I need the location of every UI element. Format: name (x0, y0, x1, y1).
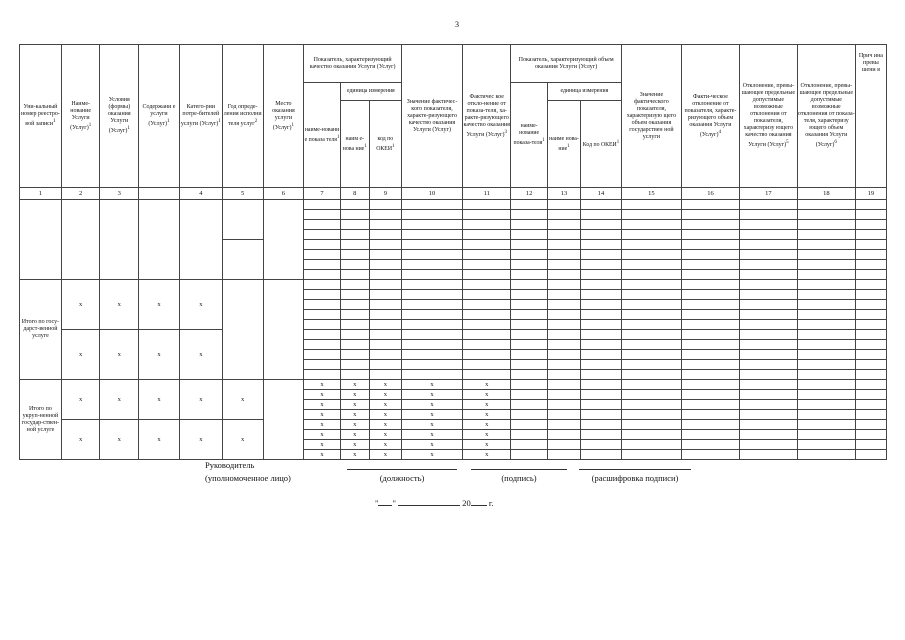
x-mark: x (401, 410, 462, 420)
x-mark: x (100, 380, 139, 420)
sign-line (471, 469, 567, 470)
x-mark: x (463, 380, 511, 390)
header-unique-number: Уни-кальный номер реестро-вой записи$^1$ (20, 45, 62, 188)
header-volume-unit-name: наиме нова-ние$^1$ (547, 101, 580, 188)
column-number: 4 (179, 188, 222, 200)
header-excess-quality-deviation: Отклонение, превы-шающее предельные допустимые возможные отклонения от показателя, характеризу ющего качество оказания Услуги (Услуг)$^5$ (739, 45, 797, 188)
empty-cell (61, 200, 100, 280)
empty-cell (222, 240, 263, 280)
x-mark: x (401, 440, 462, 450)
table-row (20, 280, 887, 290)
decode-label: (расшифровка подписи) (591, 473, 679, 483)
header-quality-unit: единица измерения (340, 83, 401, 101)
x-mark: x (369, 400, 401, 410)
x-mark: x (61, 380, 100, 420)
position-label: (должность) (379, 473, 425, 483)
column-number: 9 (369, 188, 401, 200)
table-row (20, 380, 887, 390)
column-number: 11 (463, 188, 511, 200)
x-mark: x (304, 440, 340, 450)
date-quote-open: " (375, 498, 379, 508)
column-number: 15 (621, 188, 681, 200)
x-mark: x (369, 440, 401, 450)
header-service-conditions: Условия (формы) оказания Услуги (Услуг)$^1$ (100, 45, 139, 188)
x-mark: x (179, 380, 222, 420)
x-mark: x (304, 410, 340, 420)
x-mark: x (222, 380, 263, 420)
header-excess-reason: Прич ина превы шени я (855, 45, 886, 188)
year-blank (471, 497, 487, 506)
x-mark: x (304, 380, 340, 390)
column-number (139, 188, 180, 200)
column-number: 19 (855, 188, 886, 200)
empty-cell (263, 200, 304, 280)
x-mark: x (369, 390, 401, 400)
date-line (375, 497, 494, 508)
empty-cell (222, 280, 263, 380)
x-mark: x (340, 450, 369, 460)
column-number: 10 (401, 188, 462, 200)
x-mark: x (463, 430, 511, 440)
x-mark: x (463, 440, 511, 450)
year-suffix: г. (488, 498, 494, 508)
signature-role-note: (уполномоченное лицо) (205, 473, 291, 483)
x-mark: x (139, 420, 180, 460)
x-mark: x (61, 420, 100, 460)
header-quality-okei: код по ОКЕИ$^1$ (369, 101, 401, 188)
header-service-content: Содержани е услуги (Услуг)$^1$ (139, 45, 180, 188)
x-mark: x (100, 420, 139, 460)
x-mark: x (401, 380, 462, 390)
month-blank (398, 497, 460, 506)
x-mark: x (340, 420, 369, 430)
x-mark: x (369, 430, 401, 440)
column-number: 7 (304, 188, 340, 200)
x-mark: x (463, 450, 511, 460)
column-number: 2 (61, 188, 100, 200)
table-row (20, 200, 887, 210)
x-mark: x (61, 280, 100, 330)
column-number: 1 (20, 188, 62, 200)
x-mark: x (401, 420, 462, 430)
sign-label: (подпись) (501, 473, 537, 483)
x-mark: x (463, 390, 511, 400)
empty-cell (263, 280, 304, 380)
x-mark: x (179, 420, 222, 460)
x-mark: x (369, 450, 401, 460)
column-number: 3 (100, 188, 139, 200)
header-actual-quality-deviation: Фактичес кое откло-нение от показа-теля, ха-ракте-ризующего качество оказания Услуги (Услуг)$^3$ (463, 45, 511, 188)
x-mark: x (222, 420, 263, 460)
total-state-service-label: Итого по госу-дарст-венной услуге (20, 280, 62, 380)
header-volume-unit: единица измерения (547, 83, 621, 101)
x-mark: x (401, 430, 462, 440)
header-quality-group: Показатель, характеризующий качество оказания Услуги (Услуг) (304, 45, 402, 83)
empty-cell (20, 200, 62, 280)
header-quality-unit-name: наим е-нова ние$^1$ (340, 101, 369, 188)
day-blank (378, 497, 392, 506)
x-mark: x (61, 330, 100, 380)
column-number: 12 (511, 188, 547, 200)
year-prefix: 20 (462, 498, 471, 508)
x-mark: x (304, 420, 340, 430)
position-line (347, 469, 457, 470)
x-mark: x (139, 330, 180, 380)
header-consumer-categories: Катего-рии потре-бителей услуги (Услуг)$^1$ (179, 45, 222, 188)
column-number: 6 (263, 188, 304, 200)
column-number: 18 (797, 188, 855, 200)
report-table-wrapper (19, 44, 887, 460)
x-mark: x (340, 430, 369, 440)
empty-cell (139, 200, 180, 280)
x-mark: x (463, 420, 511, 430)
x-mark: x (179, 280, 222, 330)
table-row (20, 330, 887, 340)
table-row (20, 420, 887, 430)
empty-cell (263, 380, 304, 460)
x-mark: x (304, 390, 340, 400)
column-number: 16 (681, 188, 739, 200)
x-mark: x (401, 450, 462, 460)
column-numbers-row (20, 188, 887, 200)
empty-cell (100, 200, 139, 280)
x-mark: x (463, 400, 511, 410)
x-mark: x (139, 380, 180, 420)
column-number: 13 (547, 188, 580, 200)
column-number: 5 (222, 188, 263, 200)
x-mark: x (401, 400, 462, 410)
empty-cell (222, 200, 263, 240)
x-mark: x (369, 420, 401, 430)
x-mark: x (463, 410, 511, 420)
x-mark: x (340, 400, 369, 410)
x-mark: x (179, 330, 222, 380)
column-number: 14 (581, 188, 622, 200)
header-quality-indicator-name: наиме-новани е показа теля$^1$ (304, 83, 340, 188)
x-mark: x (340, 380, 369, 390)
x-mark: x (304, 400, 340, 410)
decode-line (579, 469, 691, 470)
column-number: 17 (739, 188, 797, 200)
empty-cell (179, 200, 222, 280)
x-mark: x (304, 430, 340, 440)
date-quote-close: " (392, 498, 396, 508)
header-volume-indicator-name: наиме-нование показа-теля$^1$ (511, 83, 547, 188)
x-mark: x (340, 410, 369, 420)
header-service-name: Наиме-нование Услуги (Услуг)$^1$ (61, 45, 100, 188)
header-actual-volume-value: Значение фактического показателя, характеризую щего объем оказания государствен ной услуги (621, 45, 681, 188)
x-mark: x (139, 280, 180, 330)
x-mark: x (369, 380, 401, 390)
header-volume-group: Показатель, характеризующий объем оказания Услуги (Услуг) (511, 45, 622, 83)
page-number: 3 (455, 20, 459, 29)
header-volume-okei: Код по ОКЕИ$^1$ (581, 101, 622, 188)
x-mark: x (340, 440, 369, 450)
header-actual-quality-value: Значение фактичес-кого показателя, характе-ризующего качество оказания Услуги (Услуг) (401, 45, 462, 188)
column-number: 8 (340, 188, 369, 200)
x-mark: x (100, 330, 139, 380)
x-mark: x (401, 390, 462, 400)
header-contractor-year: Год опреде-ления исполни теля услуг$^2$ (222, 45, 263, 188)
header-excess-volume-deviation: Отклонение, превы-шающее предельные допустимые возможные отклонения от показа-теля, характеризу ющего объем оказания Услуги (Услуг)$^6$ (797, 45, 855, 188)
header-actual-volume-deviation: Факти-ческое отклонение от показателя, характе-ризующего объем оказания Услуги (Услуг)$^4$ (681, 45, 739, 188)
x-mark: x (340, 390, 369, 400)
report-table (19, 44, 887, 460)
signature-role: Руководитель (205, 460, 255, 470)
x-mark: x (369, 410, 401, 420)
x-mark: x (100, 280, 139, 330)
header-service-place: Место оказания услуги (Услуг)$^1$ (263, 45, 304, 188)
total-enlarged-service-label: Итого по укруп-ненной государ-ствен-ной услуге (20, 380, 62, 460)
x-mark: x (304, 450, 340, 460)
